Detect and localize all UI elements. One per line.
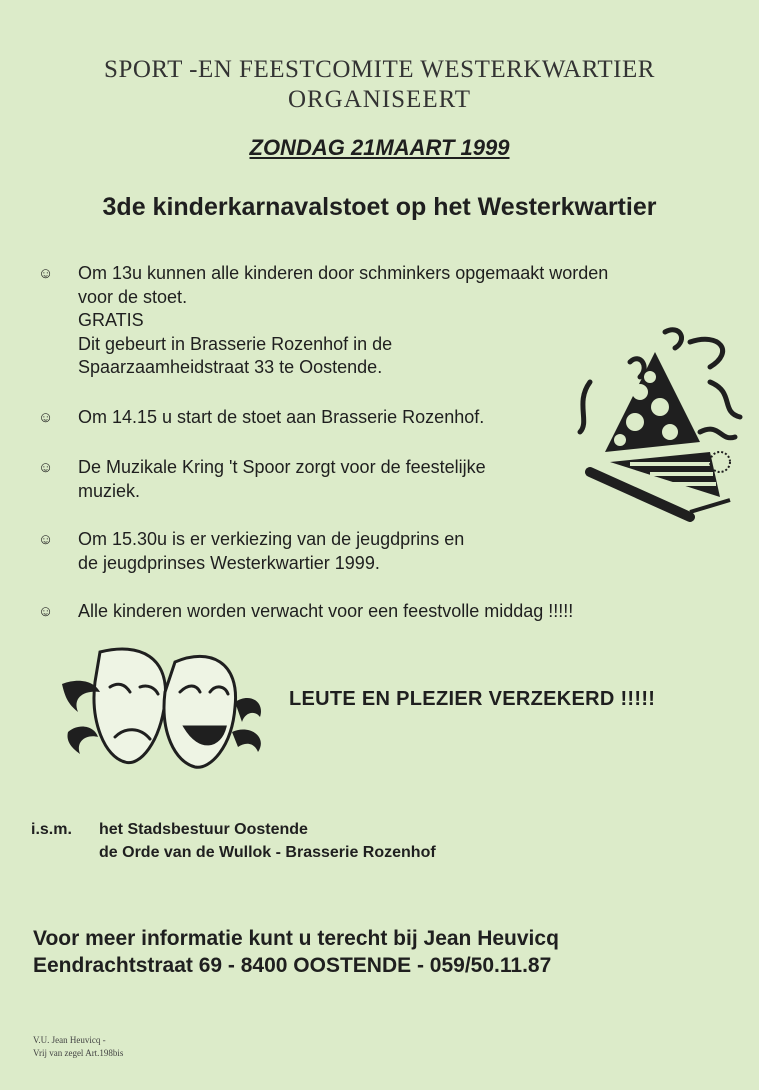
stamp-exemption-line: Vrij van zegel Art.198bis: [33, 1048, 124, 1058]
organizes-heading: ORGANISEERT: [287, 86, 472, 113]
info-line: Voor meer informatie kunt u terecht bij Jean Heuvicq: [33, 927, 559, 950]
publisher-line: V.U. Jean Heuvicq -: [33, 1035, 106, 1045]
slogan: LEUTE EN PLEZIER VERZEKERD !!!!!: [289, 688, 656, 710]
item-line: Dit gebeurt in Brasserie Rozenhof in de: [78, 333, 393, 354]
party-hat-illustration: [570, 322, 748, 522]
partners-list: [99, 818, 436, 864]
item-line: Om 13u kunnen alle kinderen door schminkers opgemaakt worden: [78, 263, 609, 283]
smiley-icon: ☺: [38, 459, 54, 476]
item-line: voor de stoet.: [78, 286, 188, 307]
item-line: Spaarzaamheidstraat 33 te Oostende.: [78, 357, 383, 377]
item-line: De Muzikale Kring 't Spoor zorgt voor de feestelijke: [78, 457, 486, 477]
item-line: muziek.: [78, 480, 141, 501]
smiley-icon: ☺: [38, 531, 54, 548]
contact-line: Eendrachtstraat 69 - 8400 OOSTENDE - 059/50.11.87: [33, 954, 552, 977]
item-line: Om 15.30u is er verkiezing van de jeugdprins en: [78, 529, 465, 549]
organizer-heading: SPORT -EN FEESTCOMITE WESTERKWARTIER: [104, 56, 655, 83]
event-date: ZONDAG 21MAART 1999: [249, 135, 510, 160]
item-line: Alle kinderen worden verwacht voor een feestvolle middag !!!!!: [78, 601, 574, 621]
partner-line: de Orde van de Wullok - Brasserie Rozenhof: [99, 844, 436, 861]
partner-line: het Stadsbestuur Oostende: [99, 821, 308, 838]
event-title: 3de kinderkarnavalstoet op het Westerkwartier: [102, 193, 657, 221]
item-line: Om 14.15 u start de stoet aan Brasserie Rozenhof.: [78, 407, 485, 427]
partners-label: i.s.m.: [31, 821, 72, 838]
smiley-icon: ☺: [38, 603, 54, 620]
smiley-icon: ☺: [38, 409, 54, 426]
publisher-note: [33, 1034, 123, 1060]
item-line: GRATIS: [78, 310, 144, 330]
smiley-icon: ☺: [38, 265, 54, 282]
theatre-masks-illustration: [60, 642, 270, 774]
item-line: de jeugdprinses Westerkwartier 1999.: [78, 552, 380, 573]
